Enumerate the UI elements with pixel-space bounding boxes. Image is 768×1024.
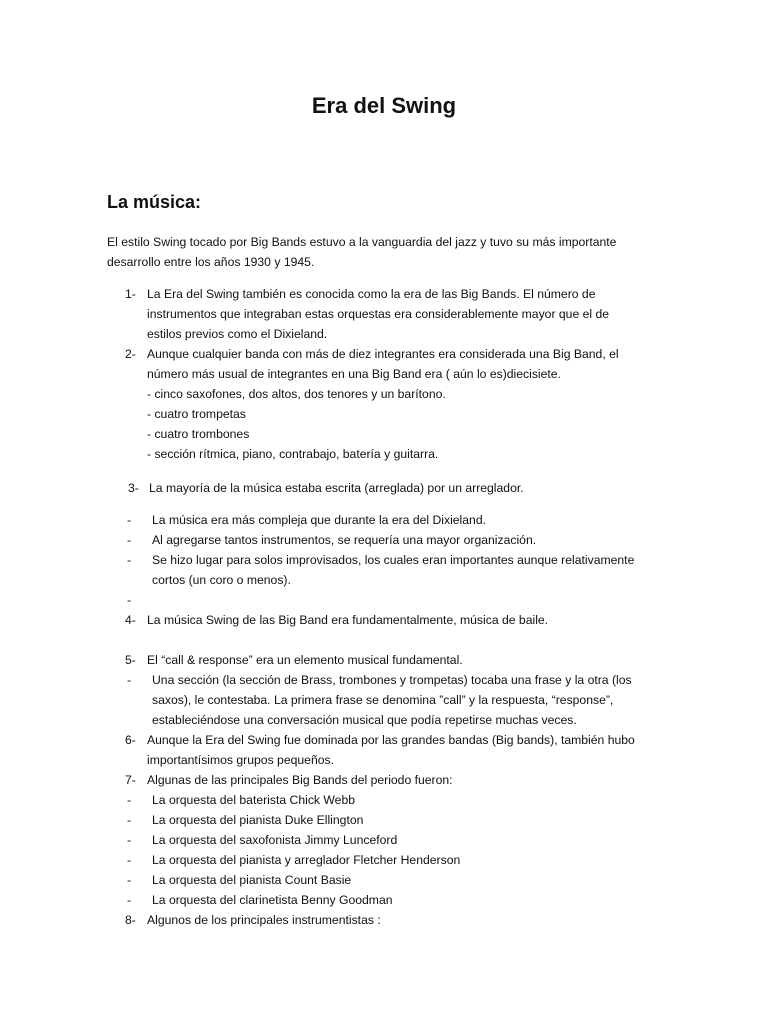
- band-list-item: La orquesta del saxofonista Jimmy Lunceford: [152, 833, 398, 847]
- item-2-subline: - cinco saxofones, dos altos, dos tenores y un barítono.: [147, 387, 446, 401]
- bullet-dash: -: [127, 593, 132, 607]
- item-6-line: Aunque la Era del Swing fue dominada por las grandes bandas (Big bands), también hubo: [147, 733, 635, 747]
- item-number: 3-: [128, 481, 139, 495]
- item-number: 5-: [125, 653, 136, 667]
- intro-line: desarrollo entre los años 1930 y 1945.: [107, 255, 315, 269]
- bullet-dash: -: [127, 793, 132, 807]
- bullet-dash: -: [127, 513, 132, 527]
- bullet-dash: -: [127, 873, 132, 887]
- item-3-bullet: Al agregarse tantos instrumentos, se requería una mayor organización.: [152, 533, 537, 547]
- section-heading: La música:: [107, 192, 202, 212]
- bullet-dash: -: [127, 893, 132, 907]
- bullet-dash: -: [127, 533, 132, 547]
- item-5-line: El “call & response” era un elemento musical fundamental.: [147, 653, 463, 667]
- band-list-item: La orquesta del baterista Chick Webb: [152, 793, 356, 807]
- item-7-line: Algunas de las principales Big Bands del periodo fueron:: [147, 773, 453, 787]
- item-6-line: importantísimos grupos pequeños.: [147, 753, 334, 767]
- item-number: 6-: [125, 733, 136, 747]
- item-5-bullet: saxos), le contestaba. La primera frase se denomina ”call” y la respuesta, “response”,: [152, 693, 614, 707]
- item-2-line: Aunque cualquier banda con más de diez integrantes era considerada una Big Band, el: [147, 347, 619, 361]
- item-number: 8-: [125, 913, 136, 927]
- item-8-line: Algunos de los principales instrumentistas :: [147, 913, 381, 927]
- bullet-dash: -: [127, 833, 132, 847]
- item-number: 2-: [125, 347, 136, 361]
- intro-line: El estilo Swing tocado por Big Bands estuvo a la vanguardia del jazz y tuvo su más importante: [107, 235, 617, 249]
- item-1-line: instrumentos que integraban estas orquestas era considerablemente mayor que el de: [147, 307, 610, 321]
- page-title: Era del Swing: [311, 93, 457, 118]
- item-2-subline: - cuatro trombones: [147, 427, 250, 441]
- item-3-line: La mayoría de la música estaba escrita (arreglada) por un arreglador.: [149, 481, 524, 495]
- item-2-line: número más usual de integrantes en una Big Band era ( aún lo es)diecisiete.: [147, 367, 561, 381]
- item-5-bullet: estableciéndose una conversación musical que podía repetirse muchas veces.: [152, 713, 577, 727]
- item-3-bullet: cortos (un coro o menos).: [152, 573, 291, 587]
- item-2-subline: - cuatro trompetas: [147, 407, 246, 421]
- item-1-line: La Era del Swing también es conocida como la era de las Big Bands. El número de: [147, 287, 596, 301]
- item-1-line: estilos previos como el Dixieland.: [147, 327, 328, 341]
- band-list-item: La orquesta del pianista y arreglador Fletcher Henderson: [152, 853, 461, 867]
- item-4-line: La música Swing de las Big Band era fundamentalmente, música de baile.: [147, 613, 549, 627]
- item-5-bullet: Una sección (la sección de Brass, trombones y trompetas) tocaba una frase y la otra (los: [152, 673, 632, 687]
- band-list-item: La orquesta del pianista Duke Ellington: [152, 813, 364, 827]
- bullet-dash: -: [127, 853, 132, 867]
- item-number: 1-: [125, 287, 136, 301]
- item-3-bullet: La música era más compleja que durante la era del Dixieland.: [152, 513, 486, 527]
- item-2-subline: - sección rítmica, piano, contrabajo, batería y guitarra.: [147, 447, 439, 461]
- item-number: 4-: [125, 613, 136, 627]
- band-list-item: La orquesta del pianista Count Basie: [152, 873, 352, 887]
- bullet-dash: -: [127, 813, 132, 827]
- item-3-bullet: Se hizo lugar para solos improvisados, los cuales eran importantes aunque relativamente: [152, 553, 635, 567]
- bullet-dash: -: [127, 553, 132, 567]
- item-number: 7-: [125, 773, 136, 787]
- band-list-item: La orquesta del clarinetista Benny Goodman: [152, 893, 393, 907]
- bullet-dash: -: [127, 673, 132, 687]
